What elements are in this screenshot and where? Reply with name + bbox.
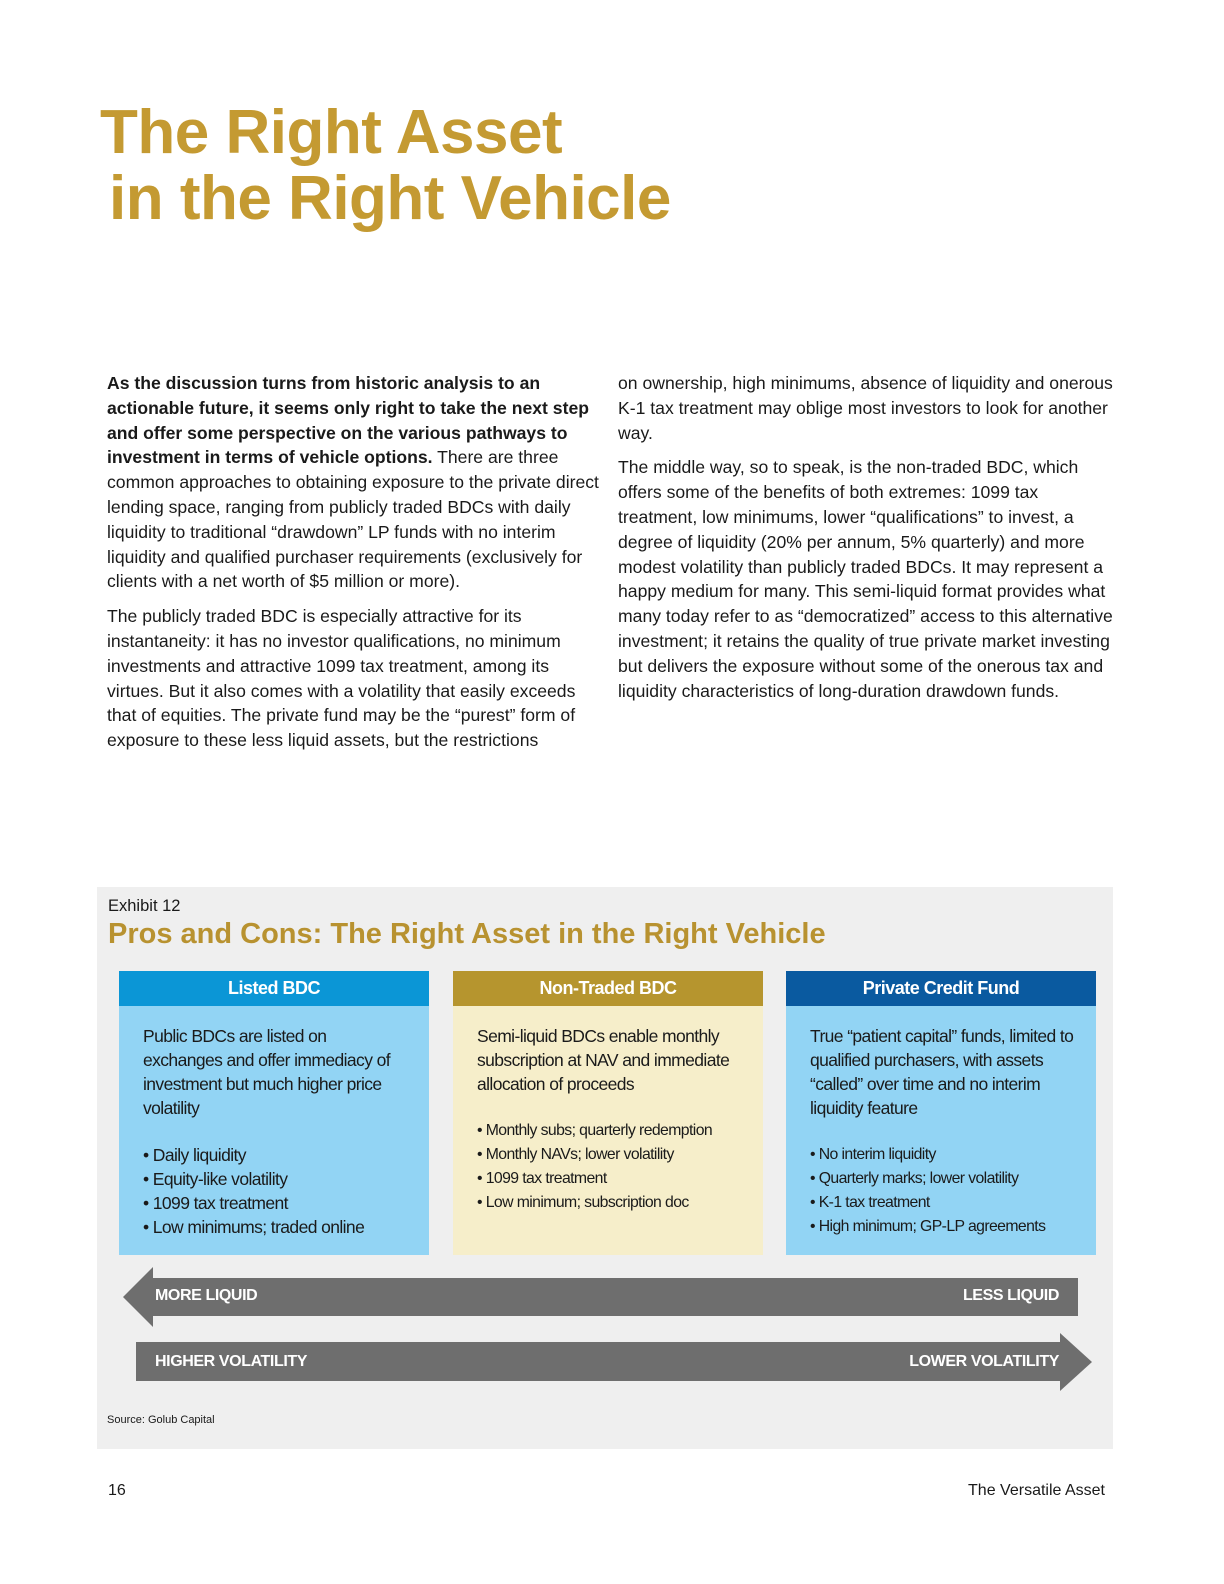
page-number: 16 xyxy=(108,1482,126,1499)
lead-text: As the discussion turns from historic analysis to an actionable future, it seems only right to take the next step and offer some perspective on the various pathways to investment in terms of vehicle options. xyxy=(107,373,589,468)
card-heading: Non-Traded BDC xyxy=(453,971,763,1006)
paragraph-intro xyxy=(107,371,607,594)
card-heading: Private Credit Fund xyxy=(786,971,1096,1006)
exhibit-label: Exhibit 12 xyxy=(108,897,181,915)
paragraph-non-traded-bdc: The middle way, so to speak, is the non-traded BDC, which offers some of the benefits of both extremes: 1099 tax treatment, low minimums, lower “qualifications” to invest, a degree of liquidity (20% per annum, 5% quarterly) and more modest volatility than publicly traded BDCs. It may represent a happy medium for many. This semi-liquid format provides what many today refer to as “democratized” access to this alternative investment; it retains the quality of true private market investing but delivers the exposure without some of the onerous tax and liquidity characteristics of long-duration drawdown funds. xyxy=(618,457,1113,701)
bullet-item: • Low minimums; traded online xyxy=(143,1215,409,1239)
bullet-item: • K-1 tax treatment xyxy=(810,1191,1076,1215)
exhibit-panel xyxy=(97,887,1113,1449)
card-description: True “patient capital” funds, limited to qualified purchasers, with assets “called” over time and no interim liquidity feature xyxy=(810,1026,1074,1118)
card-bullet-list xyxy=(810,1143,1076,1239)
less-liquid-label: LESS LIQUID xyxy=(962,1287,1059,1304)
bullet-item: • Daily liquidity xyxy=(143,1143,409,1167)
paragraph-publicly-traded-bdc: The publicly traded BDC is especially attractive for its instantaneity: it has no investor qualifications, no minimum investments and attractive 1099 tax treatment, among its virtues. But it also comes with a volatility that easily exceeds that of equities. The private fund may be the “purest” form of exposure to these less liquid assets, but the restrictions xyxy=(107,606,576,751)
card-non-traded-bdc xyxy=(453,971,763,1255)
bullet-item: • High minimum; GP-LP agreements xyxy=(810,1215,1076,1239)
bullet-item: • Low minimum; subscription doc xyxy=(477,1191,743,1215)
intro-text: There are three common approaches to obtaining exposure to the private direct lending space, ranging from publicly traded BDCs with daily liquidity to traditional “drawdown” LP funds with no interim liquidity and qualified purchaser requirements (exclusively for clients with a net worth of $5 million or more). xyxy=(107,447,599,592)
card-heading: Listed BDC xyxy=(119,971,429,1006)
title-line-1: The Right Asset xyxy=(100,98,563,167)
card-description: Public BDCs are listed on exchanges and offer immediacy of investment but much higher price volatility xyxy=(143,1026,391,1118)
liquidity-arrow-shape xyxy=(123,1267,1081,1327)
bullet-item: • Monthly subs; quarterly redemption xyxy=(477,1119,743,1143)
card-bullet-list xyxy=(477,1119,743,1215)
paragraph-restrictions: on ownership, high minimums, absence of liquidity and onerous K-1 tax treatment may oblige most investors to look for another way. xyxy=(618,373,1113,443)
card-body xyxy=(119,1006,429,1255)
higher-volatility-label: HIGHER VOLATILITY xyxy=(155,1353,308,1370)
card-body xyxy=(453,1006,763,1255)
exhibit-title: Pros and Cons: The Right Asset in the Right Vehicle xyxy=(108,918,826,950)
body-column-right xyxy=(618,371,1118,713)
card-body xyxy=(786,1006,1096,1255)
bullet-item: • Equity-like volatility xyxy=(143,1167,409,1191)
source-note: Source: Golub Capital xyxy=(107,1414,215,1426)
bullet-item: • 1099 tax treatment xyxy=(143,1191,409,1215)
card-bullet-list xyxy=(143,1143,409,1239)
card-description: Semi-liquid BDCs enable monthly subscription at NAV and immediate allocation of proceeds xyxy=(477,1026,730,1094)
bullet-item: • Monthly NAVs; lower volatility xyxy=(477,1143,743,1167)
more-liquid-label: MORE LIQUID xyxy=(155,1287,258,1304)
lower-volatility-label: LOWER VOLATILITY xyxy=(909,1353,1059,1370)
title-line-2: in the Right Vehicle xyxy=(109,164,671,233)
card-listed-bdc xyxy=(119,971,429,1255)
body-column-left xyxy=(107,371,607,763)
publication-name: The Versatile Asset xyxy=(968,1482,1105,1499)
bullet-item: • Quarterly marks; lower volatility xyxy=(810,1167,1076,1191)
bullet-item: • No interim liquidity xyxy=(810,1143,1076,1167)
page-title xyxy=(100,100,671,232)
bullet-item: • 1099 tax treatment xyxy=(477,1167,743,1191)
card-private-credit-fund xyxy=(786,971,1096,1255)
